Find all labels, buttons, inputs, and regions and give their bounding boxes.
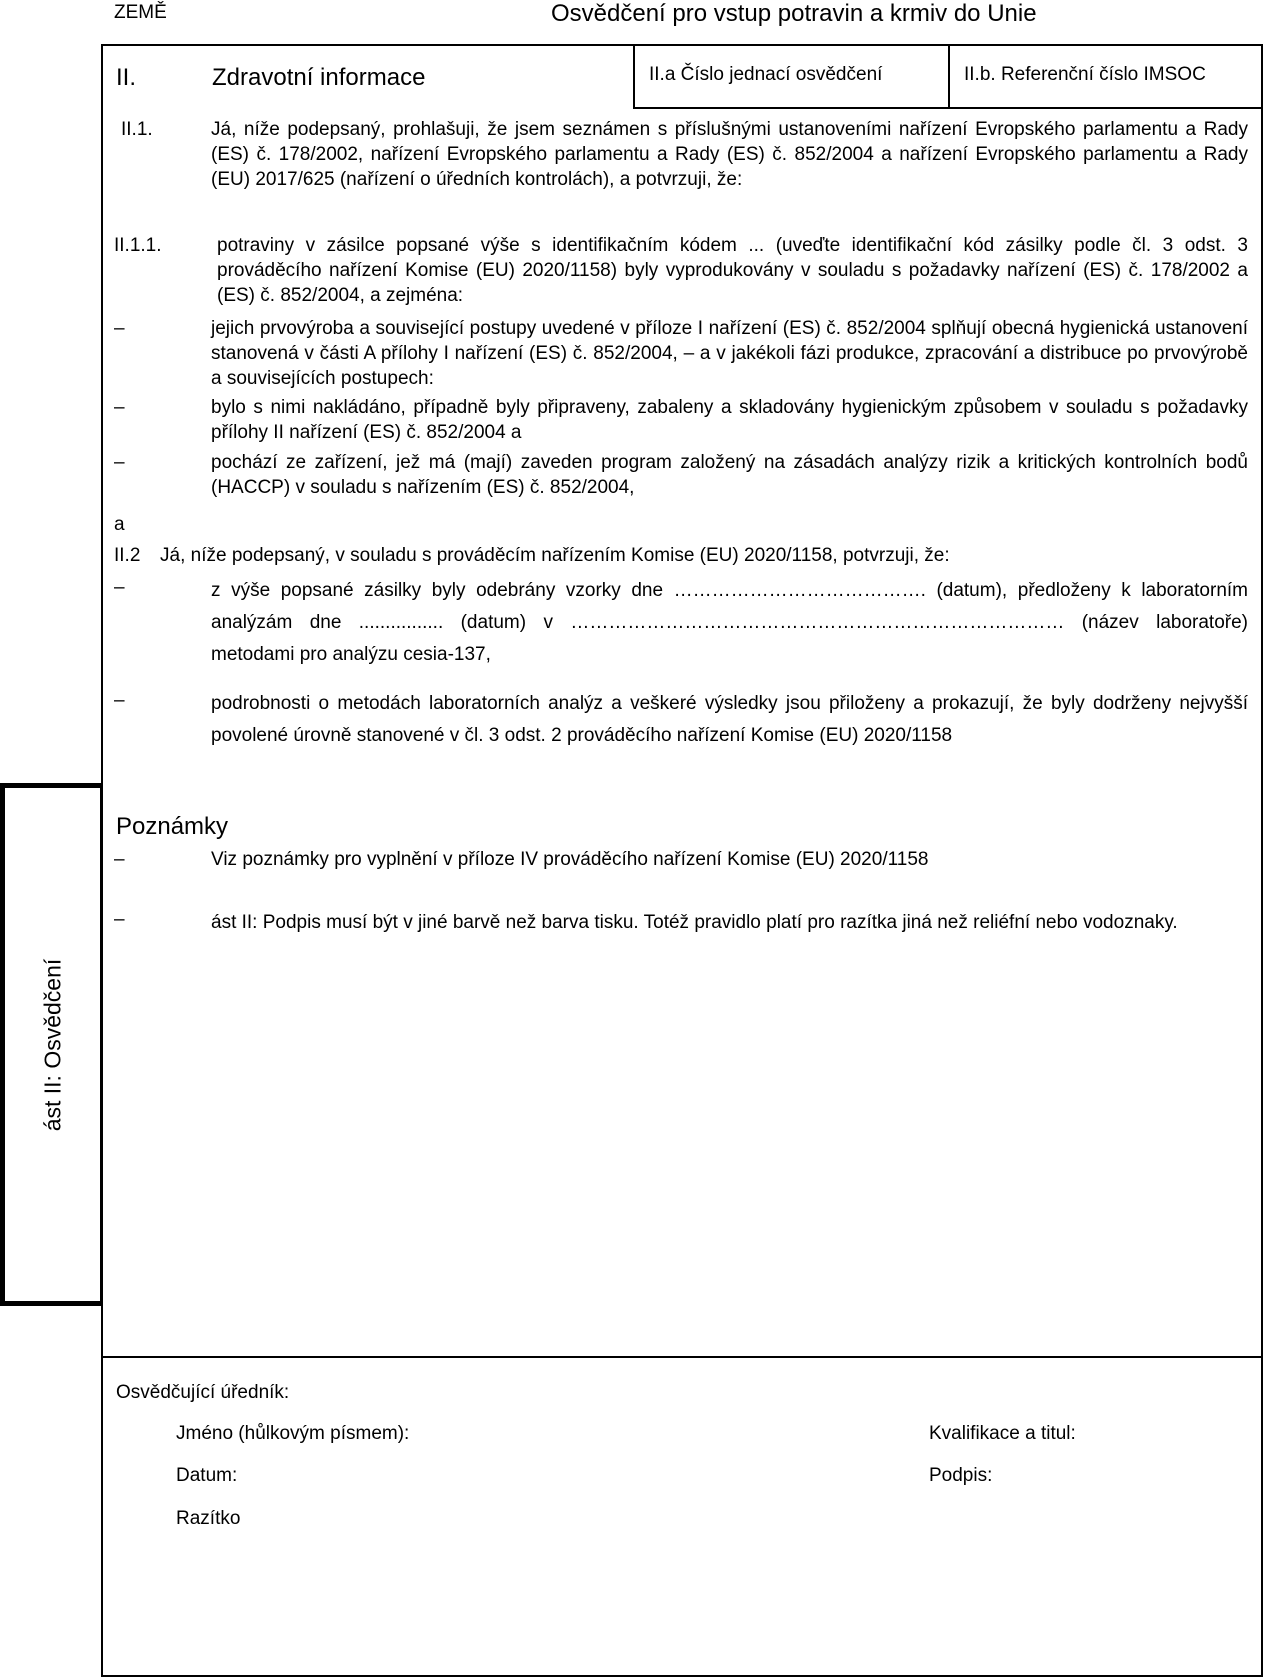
bullet-dash: –	[114, 577, 125, 598]
side-label-box	[0, 783, 103, 1306]
paragraph-ii-2	[114, 543, 1248, 571]
bullet-text: bylo s nimi nakládáno, případně byly připraveny, zabaleny a skladovány hygienickým způsobem v souladu s požadavky přílohy II nařízení (ES) č. 852/2004 a	[211, 397, 1248, 443]
notes-title: Poznámky	[116, 813, 229, 840]
paragraph-ii-1	[114, 117, 1248, 197]
side-label: ást II: Osvědčení	[39, 958, 65, 1131]
note-text: ást II: Podpis musí být v jiné barvě než barva tisku. Totéž pravidlo platí pro razítka jiná než reliéfní nebo vodoznaky.	[211, 912, 1178, 933]
bullet-dash: –	[114, 690, 125, 711]
paragraph-text: Já, níže podepsaný, prohlašuji, že jsem seznámen s příslušnými ustanoveními nařízení Evropského parlamentu a Rady (ES) č. 178/2002, nařízení Evropského parlamentu a Rady (ES) č. 852/2004 a nařízení Evropského parlamentu a Rady (EU) 2017/625 (nařízení o úředních kontrolách), a potvrzuji, že:	[211, 119, 1248, 190]
note-item-2	[114, 907, 1248, 971]
note-item-1	[114, 847, 1248, 877]
bullet-dash: –	[114, 909, 125, 930]
date-field-label[interactable]: Datum:	[176, 1465, 238, 1486]
document-title: Osvědčení pro vstup potravin a krmiv do Unie	[551, 0, 1037, 27]
certificate-number-label: II.a Číslo jednací osvědčení	[649, 64, 883, 85]
bullet-lab-results	[114, 688, 1248, 752]
certifying-officer-title: Osvědčující úředník:	[116, 1382, 290, 1403]
paragraph-number: II.1.1.	[114, 235, 162, 256]
name-field-label[interactable]: Jméno (hůlkovým písmem):	[176, 1423, 410, 1444]
qualification-field-label[interactable]: Kvalifikace a titul:	[929, 1423, 1076, 1444]
bullet-dash: –	[114, 849, 125, 870]
paragraph-number: II.1.	[121, 119, 153, 140]
bullet-dash: –	[114, 318, 125, 339]
country-label: ZEMĚ	[114, 2, 167, 23]
and-text: a	[114, 514, 125, 535]
imsoc-reference-field[interactable]	[948, 44, 1263, 109]
section-number: II.	[116, 64, 137, 91]
bullet-hygienic-handling	[114, 395, 1248, 450]
certificate-number-field[interactable]	[633, 44, 950, 109]
bullet-haccp	[114, 450, 1248, 505]
signature-field-label[interactable]: Podpis:	[929, 1465, 993, 1486]
imsoc-reference-label: II.b. Referenční číslo IMSOC	[964, 64, 1206, 85]
stamp-field-label[interactable]: Razítko	[176, 1508, 241, 1529]
bullet-text: z výše popsané zásilky byly odebrány vzorky dne …………………………………. (datum), předloženy k laboratorním analýzám dne ................ (datum) v …………………………………………………………………… (název laboratoře) metodami pro analýzu cesia-137,	[211, 580, 1248, 665]
bullet-text: jejich prvovýroba a související postupy uvedené v příloze I nařízení (ES) č. 852/2004 splňují obecná hygienická ustanovení stanovená v části A přílohy I nařízení (ES) č. 852/2004, – a v jakékoli fázi produkce, zpracování a distribuce po prvovýrobě a souvisejících postupech:	[211, 318, 1248, 389]
bullet-primary-production	[114, 316, 1248, 396]
section-title: Zdravotní informace	[212, 64, 426, 91]
signature-divider	[101, 1356, 1263, 1358]
bullet-dash: –	[114, 452, 125, 473]
paragraph-text: potraviny v zásilce popsané výše s identifikačním kódem ... (uveďte identifikační kód zásilky podle čl. 3 odst. 3 prováděcího nařízení Komise (EU) 2020/1158) byly vyprodukovány v souladu s požadavky nařízení (ES) č. 178/2002 a (ES) č. 852/2004, a zejména:	[217, 235, 1248, 306]
paragraph-ii-1-1	[114, 233, 1248, 313]
bullet-dash: –	[114, 397, 125, 418]
bullet-sampling	[114, 575, 1248, 665]
note-text: Viz poznámky pro vyplnění v příloze IV prováděcího nařízení Komise (EU) 2020/1158	[211, 849, 929, 870]
bullet-text: pochází ze zařízení, jež má (mají) zaveden program založený na zásadách analýzy rizik a kritických kontrolních bodů (HACCP) v souladu s nařízením (ES) č. 852/2004,	[211, 452, 1248, 498]
bullet-text: podrobnosti o metodách laboratorních analýz a veškeré výsledky jsou přiloženy a prokazují, že byly dodrženy nejvyšší povolené úrovně stanovené v čl. 3 odst. 2 prováděcího nařízení Komise (EU) 2020/1158	[211, 693, 1248, 746]
paragraph-number: II.2	[114, 545, 141, 566]
paragraph-text: Já, níže podepsaný, v souladu s prováděcím nařízením Komise (EU) 2020/1158, potvrzuji, že:	[160, 545, 950, 566]
